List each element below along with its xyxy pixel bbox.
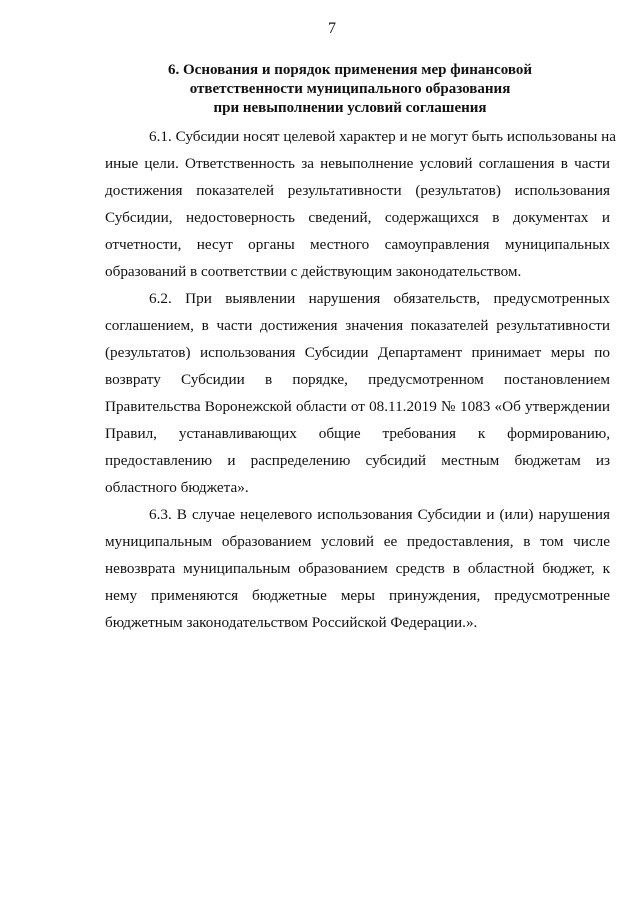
paragraph-6-1 <box>105 123 616 285</box>
page-number: 7 <box>328 20 336 37</box>
section-heading-line: при невыполнении условий соглашения <box>213 100 487 116</box>
text-line: нему применяются бюджетные меры принуждения, предусмотренные <box>105 587 610 604</box>
text-line: образований в соответствии с действующим законодательством. <box>105 263 522 280</box>
text-line: иные цели. Ответственность за невыполнение условий соглашения в части <box>105 155 610 172</box>
text-line: Субсидии, недостоверность сведений, содержащихся в документах и <box>105 209 610 226</box>
text-line: достижения показателей результативности (результатов) использования <box>105 182 610 199</box>
text-line: отчетности, несут органы местного самоуправления муниципальных <box>105 236 610 253</box>
text-line: предоставлению и распределению субсидий местным бюджетам из <box>105 452 610 469</box>
text-line: соглашением, в части достижения значения показателей результативности <box>105 317 610 334</box>
section-heading-line: 6. Основания и порядок применения мер финансовой <box>168 62 532 78</box>
text-line: (результатов) использования Субсидии Департамент принимает меры по <box>105 344 610 361</box>
text-line: бюджетным законодательством Российской Федерации.». <box>105 614 478 631</box>
text-line: областного бюджета». <box>105 479 249 496</box>
paragraph-6-2 <box>105 285 610 501</box>
text-line: 6.2. При выявлении нарушения обязательств, предусмотренных <box>149 290 610 307</box>
paragraph-6-3 <box>105 501 610 636</box>
document-body <box>105 123 616 636</box>
text-line: невозврата муниципальным образованием средств в областной бюджет, к <box>105 560 610 577</box>
section-heading <box>110 61 590 118</box>
text-line: 6.1. Субсидии носят целевой характер и не могут быть использованы на <box>149 128 616 145</box>
section-heading-line: ответственности муниципального образования <box>189 81 511 97</box>
text-line: 6.3. В случае нецелевого использования Субсидии и (или) нарушения <box>149 506 610 523</box>
text-line: Правил, устанавливающих общие требования к формированию, <box>105 425 610 442</box>
text-line: возврату Субсидии в порядке, предусмотренном постановлением <box>105 371 610 388</box>
text-line: муниципальным образованием условий ее предоставления, в том числе <box>105 533 610 550</box>
text-line: Правительства Воронежской области от 08.11.2019 № 1083 «Об утверждении <box>105 398 610 415</box>
